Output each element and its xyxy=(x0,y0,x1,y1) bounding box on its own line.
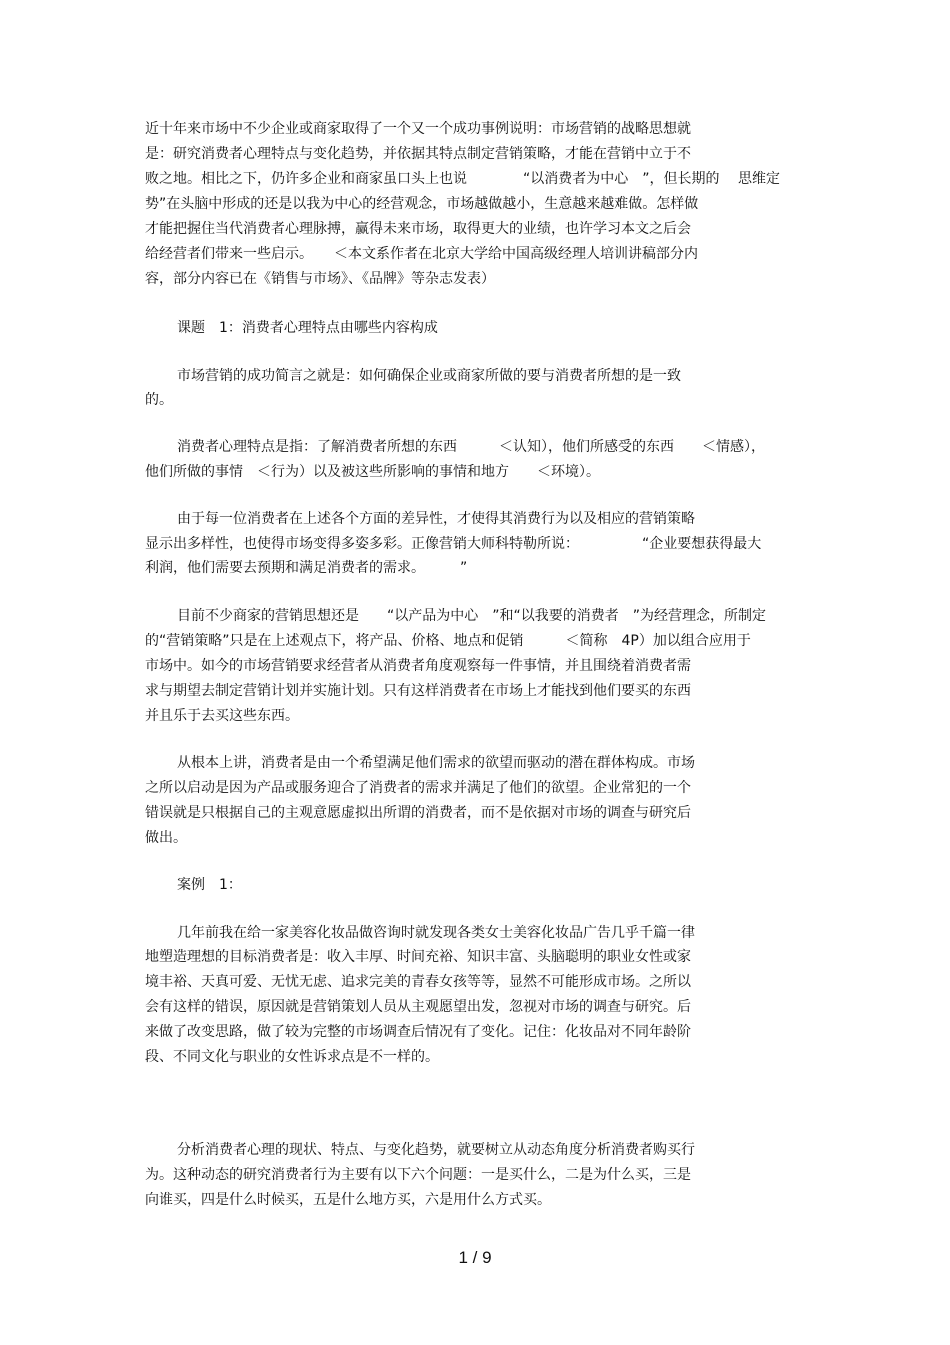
paragraph-line: 由于每一位消费者在上述各个方面的差异性，才使得其消费行为以及相应的营销策略 xyxy=(177,511,695,527)
paragraph-line: 境丰裕、天真可爱、无忧无虑、追求完美的青春女孩等等，显然不可能形成市场。之所以 xyxy=(145,974,691,990)
paragraph-line: 做出。 xyxy=(145,830,187,846)
paragraph-line: 来做了改变思路，做了较为完整的市场调查后情况有了变化。记住：化妆品对不同年龄阶 xyxy=(145,1024,691,1040)
paragraph-line: 从根本上讲，消费者是由一个希望满足他们需求的欲望而驱动的潜在群体构成。市场 xyxy=(177,755,695,771)
paragraph-line: 错误就是只根据自己的主观意愿虚拟出所谓的消费者，而不是依据对市场的调查与研究后 xyxy=(145,805,691,821)
paragraph-line: 几年前我在给一家美容化妆品做咨询时就发现各类女士美容化妆品广告几乎千篇一律 xyxy=(177,925,695,941)
paragraph-line: 求与期望去制定营销计划并实施计划。只有这样消费者在市场上才能找到他们要买的东西 xyxy=(145,683,691,699)
paragraph-line: 消费者心理特点是指：了解消费者所想的东西 ＜认知），他们所感受的东西 ＜情感）， xyxy=(177,439,765,455)
paragraph-line: 他们所做的事情 ＜行为）以及被这些所影响的事情和地方 ＜环境）。 xyxy=(145,464,600,480)
paragraph-line: 并且乐于去买这些东西。 xyxy=(145,708,299,724)
paragraph-line: 向谁买，四是什么时候买，五是什么地方买，六是用什么方式买。 xyxy=(145,1192,551,1208)
paragraph-line: 为。这种动态的研究消费者行为主要有以下六个问题：一是买什么，二是为什么买，三是 xyxy=(145,1167,691,1183)
intro-line: 败之地。相比之下，仍许多企业和商家虽口头上也说 “以消费者为中心 ”，但长期的 思维定 xyxy=(145,171,780,187)
paragraph-line: 之所以启动是因为产品或服务迎合了消费者的需求并满足了他们的欲望。企业常犯的一个 xyxy=(145,780,691,796)
intro-line: 容，部分内容已在《销售与市场》、《品牌》等杂志发表） xyxy=(145,271,495,287)
paragraph-line: 段、不同文化与职业的女性诉求点是不一样的。 xyxy=(145,1049,439,1065)
paragraph-line: 的“营销策略”只是在上述观点下，将产品、价格、地点和促销 ＜简称 4P）加以组合应用于 xyxy=(145,633,751,649)
paragraph-line: 会有这样的错误，原因就是营销策划人员从主观愿望出发，忽视对市场的调查与研究。后 xyxy=(145,999,691,1015)
paragraph-line: 地塑造理想的目标消费者是：收入丰厚、时间充裕、知识丰富、头脑聪明的职业女性或家 xyxy=(145,949,691,965)
paragraph-line: 分析消费者心理的现状、特点、与变化趋势，就要树立从动态角度分析消费者购买行 xyxy=(177,1142,695,1158)
paragraph-line: 市场营销的成功简言之就是：如何确保企业或商家所做的要与消费者所想的是一致 xyxy=(177,368,681,384)
case-heading: 案例 1： xyxy=(177,877,242,893)
intro-line: 才能把握住当代消费者心理脉搏，赢得未来市场，取得更大的业绩，也许学习本文之后会 xyxy=(145,221,691,237)
paragraph-line: 利润，他们需要去预期和满足消费者的需求。 ” xyxy=(145,560,468,576)
topic-heading: 课题 1：消费者心理特点由哪些内容构成 xyxy=(177,320,438,336)
intro-line: 给经营者们带来一些启示。 ＜本文系作者在北京大学给中国高级经理人培训讲稿部分内 xyxy=(145,246,698,262)
page-number: 1 / 9 xyxy=(458,1248,492,1267)
paragraph-line: 显示出多样性，也使得市场变得多姿多彩。正像营销大师科特勒所说： “企业要想获得最大 xyxy=(145,536,762,552)
intro-line: 是：研究消费者心理特点与变化趋势，并依据其特点制定营销策略，才能在营销中立于不 xyxy=(145,146,691,162)
paragraph-line: 市场中。如今的市场营销要求经营者从消费者角度观察每一件事情，并且围绕着消费者需 xyxy=(145,658,691,674)
paragraph-line: 目前不少商家的营销思想还是 “以产品为中心 ”和“以我要的消费者 ”为经营理念，所制定 xyxy=(177,608,767,624)
paragraph-line: 的。 xyxy=(145,392,173,408)
intro-line: 势”在头脑中形成的还是以我为中心的经营观念，市场越做越小，生意越来越难做。怎样做 xyxy=(145,196,699,212)
intro-line: 近十年来市场中不少企业或商家取得了一个又一个成功事例说明：市场营销的战略思想就 xyxy=(145,121,691,137)
